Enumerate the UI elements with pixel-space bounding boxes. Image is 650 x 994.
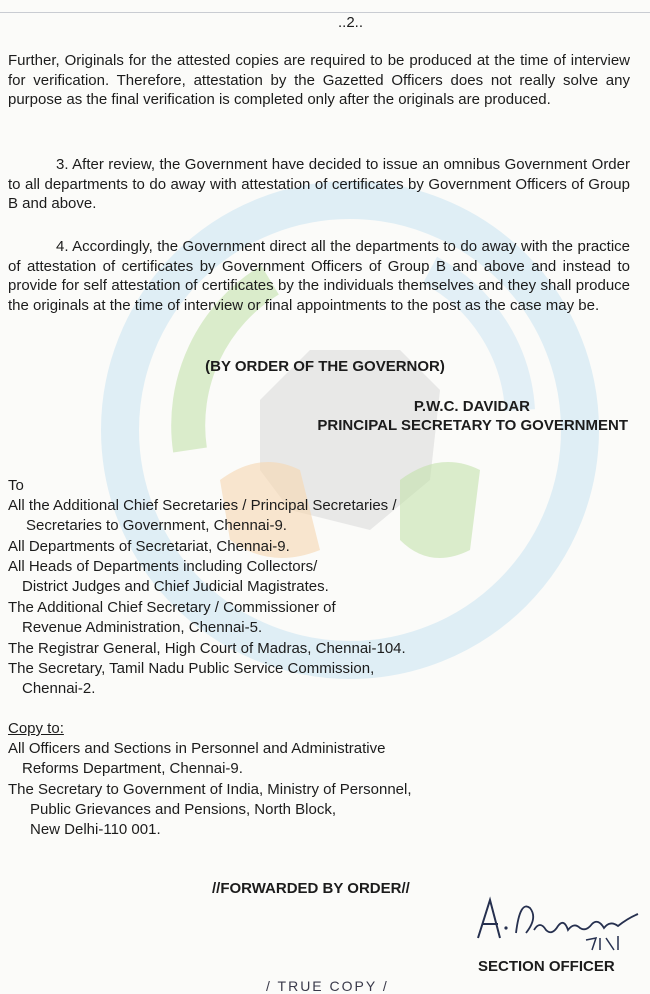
to-line: Chennai-2.: [22, 680, 96, 697]
to-line: The Additional Chief Secretary / Commissioner of: [8, 599, 336, 616]
handwritten-signature: [468, 888, 648, 958]
signatory-name: P.W.C. DAVIDAR: [413, 398, 530, 415]
copy-line: Public Grievances and Pensions, North Block,: [30, 801, 336, 818]
to-line: All Departments of Secretariat, Chennai-9.: [8, 538, 290, 555]
to-line: Secretaries to Government, Chennai-9.: [26, 517, 287, 534]
paragraph-4: 4. Accordingly, the Government direct all the departments to do away with the practice of attestation of certificates by Government Officers of Group B and above and instead to provide for self attestation of certificates by the individuals themselves and they shall produce the originals at the time of interview or final appointments to the post as the case may be.: [8, 238, 630, 314]
copy-line: The Secretary to Government of India, Ministry of Personnel,: [8, 781, 412, 798]
to-label: To: [8, 477, 24, 494]
true-copy-stamp: / TRUE COPY /: [266, 978, 389, 994]
to-line: District Judges and Chief Judicial Magistrates.: [22, 578, 329, 595]
to-line: The Secretary, Tamil Nadu Public Service Commission,: [8, 660, 375, 677]
to-line: All the Additional Chief Secretaries / Principal Secretaries /: [8, 497, 397, 514]
order-line: (BY ORDER OF THE GOVERNOR): [205, 358, 445, 375]
signatory-block: [317, 397, 628, 435]
to-line: The Registrar General, High Court of Madras, Chennai-104.: [8, 640, 406, 657]
signatory-title: PRINCIPAL SECRETARY TO GOVERNMENT: [317, 417, 628, 434]
forwarded-by-order: //FORWARDED BY ORDER//: [212, 880, 410, 897]
section-officer: SECTION OFFICER: [478, 958, 615, 975]
copy-line: New Delhi-110 001.: [30, 821, 161, 838]
copy-line: Reforms Department, Chennai-9.: [22, 760, 243, 777]
copy-line: All Officers and Sections in Personnel and Administrative: [8, 740, 386, 757]
to-line: All Heads of Departments including Collectors/: [8, 558, 318, 575]
paragraph-3: 3. After review, the Government have decided to issue an omnibus Government Order to all departments to do away with attestation of certificates by Government Officers of Group B and above.: [8, 156, 630, 212]
copy-to-label: Copy to:: [8, 720, 64, 737]
paragraph-originals: Further, Originals for the attested copies are required to be produced at the time of interview for verification. Therefore, attestation by the Gazetted Officers does not really solve any purpose as the final verification is completed only after the originals are produced.: [8, 52, 630, 108]
top-rule: [0, 12, 650, 13]
to-line: Revenue Administration, Chennai-5.: [22, 619, 263, 636]
page-number: ..2..: [338, 14, 364, 31]
